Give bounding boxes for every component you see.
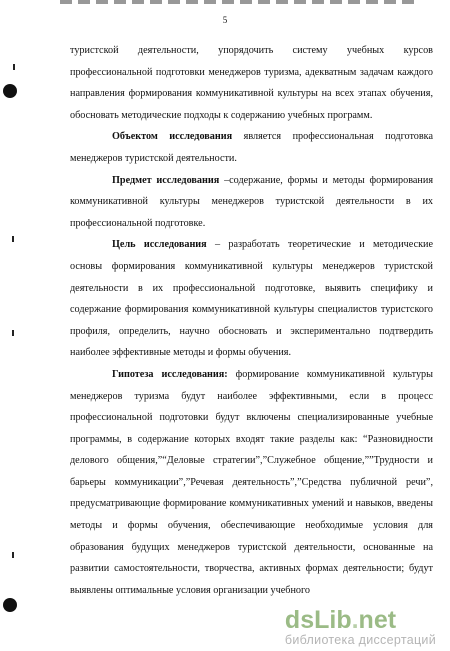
scan-artifact-top <box>60 0 420 4</box>
watermark <box>285 607 436 647</box>
page-number: 5 <box>222 15 228 25</box>
scan-edge-mark <box>12 552 14 558</box>
binding-hole-mark <box>3 84 17 98</box>
watermark-logo: dsLib.net <box>284 606 397 634</box>
term-subject: Предмет исследования <box>112 174 220 186</box>
scan-edge-mark <box>13 64 15 70</box>
paragraph-intro-continuation: туристской деятельности, упорядочить систему учебных курсов профессиональной подготовки менеджеров туризма, адекватным задачам каждого направления формирования коммуникативной культуры на всех этапах обучения, обосновать методические подходы к содержанию учебных программ. <box>70 45 433 121</box>
term-hypothesis: Гипотеза исследования: <box>112 368 228 380</box>
paragraph-subject: Предмет исследования –содержание, формы и методы формирования коммуникативной культуры менеджеров туристской деятельности в их профессиональной подготовке. <box>70 174 434 229</box>
paragraph-object: Объектом исследования является профессиональная подготовка менеджеров туристской деятельности. <box>70 131 433 164</box>
scan-edge-mark <box>12 236 14 242</box>
watermark-caption: библиотека диссертаций <box>284 633 436 647</box>
binding-hole-mark <box>3 598 17 612</box>
paragraph-hypothesis: Гипотеза исследования: формирование коммуникативной культуры менеджеров туризма будут наиболее эффективными, если в процесс профессиональной подготовки будут включены специализированные учебные программы, в содержание которых входят такие разделы как: “Разновидности делового общения,”“Деловые стратегии”,”Служебное общение,””Трудности и барьеры коммуникации”,”Речевая деятельность”,”Средства публичной речи”, предусматривающие формирование коммуникативных умений и навыков, введены методы и формы обучения, обеспечивающие необходимые условия для образования будущих менеджеров туристской деятельности, основанные на развитии самостоятельности, творчества, активных формах деятельности; будут выявлены оптимальные условия организации учебного <box>70 368 433 596</box>
document-body <box>70 40 433 601</box>
scan-edge-mark <box>12 330 14 336</box>
term-goal: Цель исследования <box>112 239 207 251</box>
paragraph-goal: Цель исследования – разработать теоретические и методические основы формирования коммуникативной культуры менеджеров туристской деятельности в их профессиональной подготовке, выявить специфику и содержание формирования коммуникативной культуры специалистов туристского профиля, определить, научно обосновать и экспериментально подтвердить наиболее эффективные методы и формы обучения. <box>70 239 434 359</box>
term-object: Объектом исследования <box>112 131 233 143</box>
